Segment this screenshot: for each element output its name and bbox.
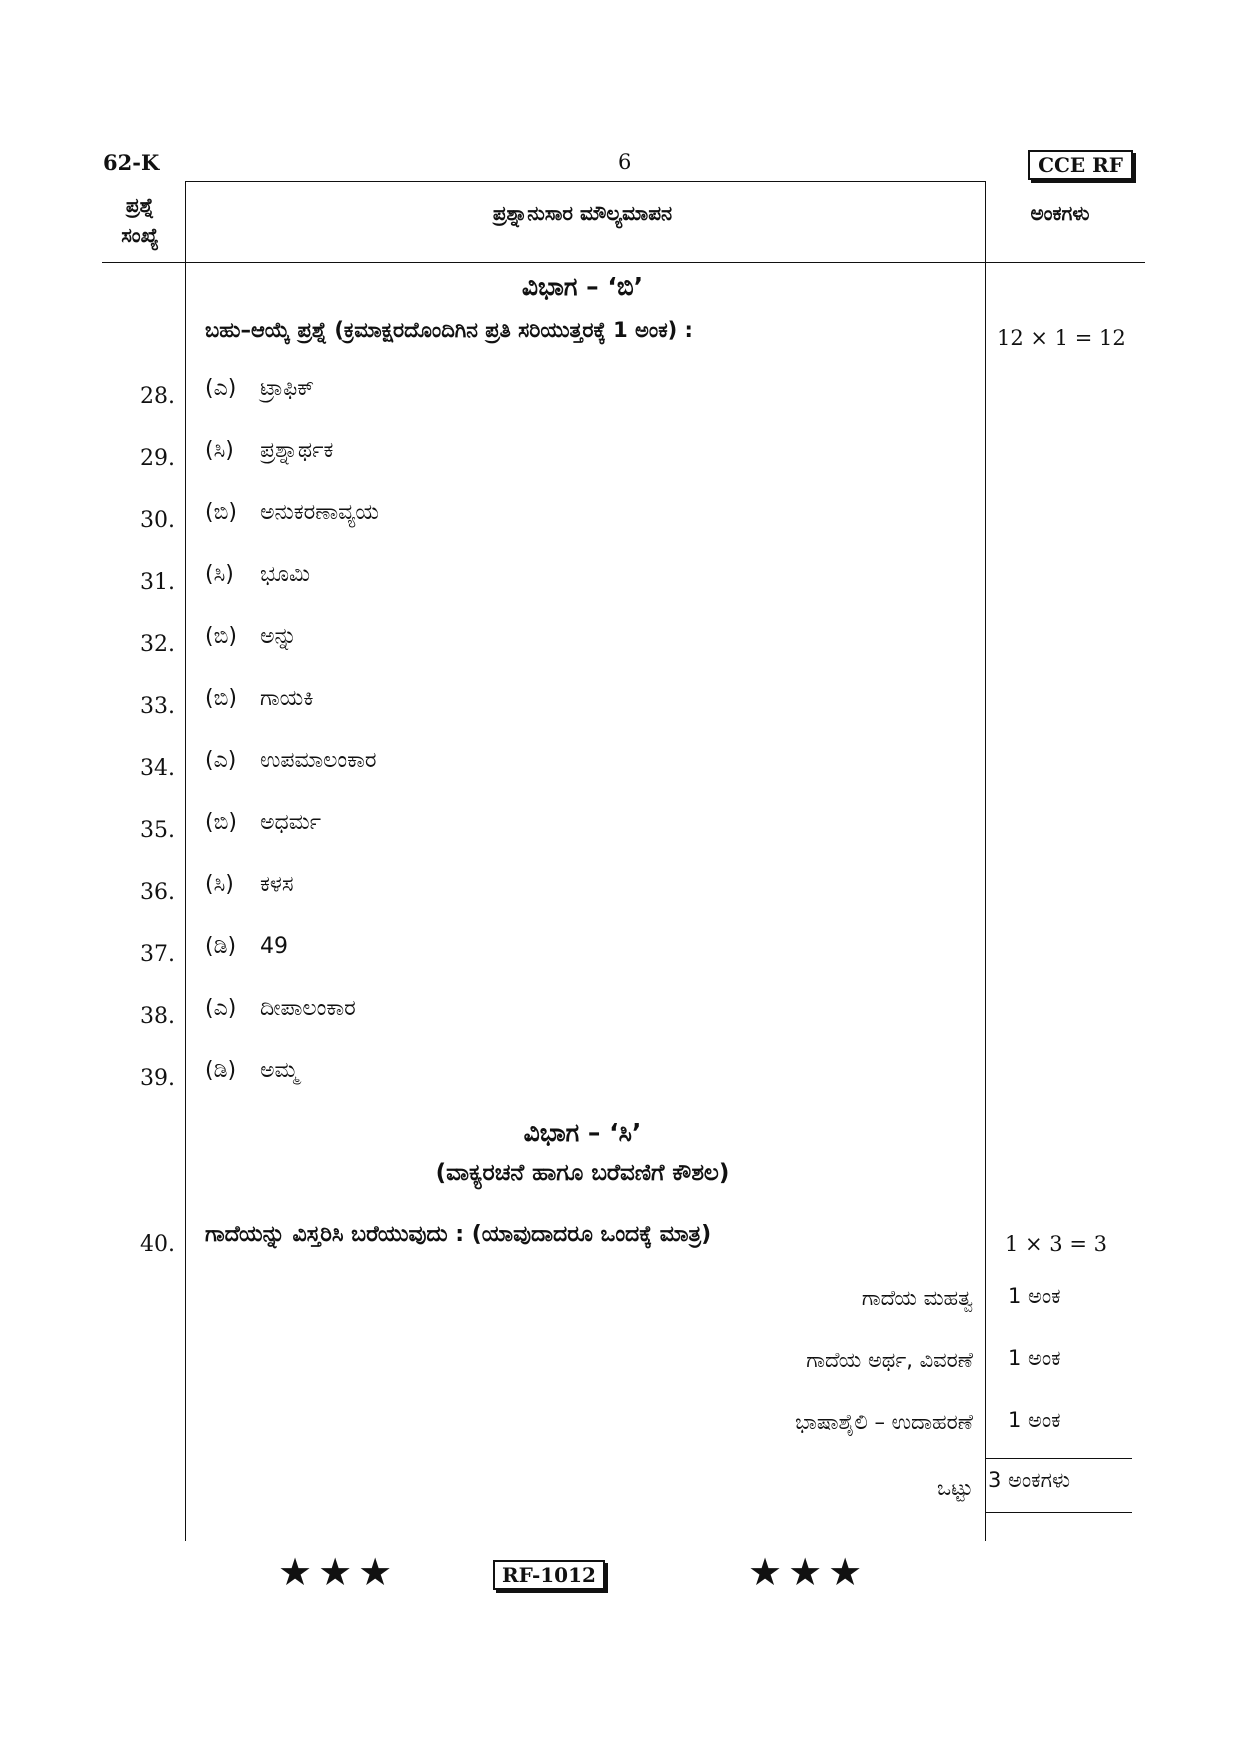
total-rule-top (985, 1458, 1132, 1459)
answer-item (205, 872, 294, 897)
evaluation-header: ಪ್ರಶ್ನಾನುಸಾರ ಮೌಲ್ಯಮಾಪನ (492, 201, 673, 225)
question-number: 29. (140, 446, 175, 471)
answer-text: ಕಳಸ (260, 872, 294, 897)
question-number: 34. (140, 756, 175, 781)
answer-option: (ಎ) (205, 996, 237, 1021)
answer-item (205, 686, 314, 711)
page-number: 6 (618, 150, 632, 174)
answer-text: ಅಮ್ಮ (260, 1058, 299, 1083)
column-divider-left (185, 181, 186, 1541)
answer-text: ಪ್ರಶ್ನಾರ್ಥಕ (260, 438, 334, 463)
section-b-title: ವಿಭಾಗ – ‘ಬಿ’ (521, 272, 644, 301)
answer-option: (ಸಿ) (205, 438, 234, 463)
answer-option: (ಬಿ) (205, 624, 237, 649)
answer-option: (ಬಿ) (205, 500, 237, 525)
answer-option: (ಎ) (205, 376, 237, 401)
section-c-title: ವಿಭಾಗ – ‘ಸಿ’ (523, 1118, 642, 1147)
question-number: 40. (140, 1232, 175, 1257)
answer-option: (ಸಿ) (205, 562, 234, 587)
question-number: 38. (140, 1004, 175, 1029)
footer-stars-left: ★★★ (278, 1550, 399, 1594)
answer-text: ಅಧರ್ಮ (260, 810, 322, 835)
answer-item (205, 500, 379, 525)
total-value: 3 ಅಂಕಗಳು (988, 1468, 1071, 1492)
footer-stars-right: ★★★ (748, 1550, 869, 1594)
section-b-marks: 12 × 1 = 12 (997, 326, 1126, 350)
criterion-mark: 1 ಅಂಕ (1008, 1408, 1061, 1432)
criterion-label: ಗಾದೆಯ ಮಹತ್ವ (861, 1286, 973, 1310)
answer-text: ಟ್ರಾಫಿಕ್ (260, 376, 315, 401)
question-number: 33. (140, 694, 175, 719)
answer-item (205, 376, 314, 401)
column-divider-right (985, 181, 986, 1541)
answer-text: ಗಾಯಕಿ (260, 686, 314, 711)
qno-header (100, 190, 180, 250)
answer-text: ಅನುಕರಣಾವ್ಯಯ (260, 500, 379, 525)
criterion-label: ಗಾದೆಯ ಅರ್ಥ, ವಿವರಣೆ (806, 1348, 973, 1372)
answer-text: ದೀಪಾಲಂಕಾರ (260, 996, 356, 1021)
question-number: 37. (140, 942, 175, 967)
header-rule-mid (185, 181, 985, 182)
paper-code: 62-K (103, 150, 160, 175)
answer-option: (ಬಿ) (205, 686, 237, 711)
q40-instruction: ಗಾದೆಯನ್ನು ವಿಸ್ತರಿಸಿ ಬರೆಯುವುದು : (ಯಾವುದಾದರೂ ಒಂದಕ್ಕೆ ಮಾತ್ರ) (205, 1222, 712, 1247)
answer-item (205, 934, 288, 959)
criterion-mark: 1 ಅಂಕ (1008, 1284, 1061, 1308)
answer-option: (ಡಿ) (205, 934, 237, 959)
header-bottom-rule (102, 262, 1145, 263)
answer-option: (ಡಿ) (205, 1058, 237, 1083)
question-number: 39. (140, 1066, 175, 1091)
question-number: 35. (140, 818, 175, 843)
section-c-subtitle: (ವಾಕ್ಯರಚನೆ ಹಾಗೂ ಬರೆವಣಿಗೆ ಕೌಶಲ) (435, 1160, 730, 1186)
answer-text: 49 (260, 934, 288, 959)
answer-item (205, 562, 310, 587)
answer-option: (ಎ) (205, 748, 237, 773)
criterion-mark: 1 ಅಂಕ (1008, 1346, 1061, 1370)
question-number: 30. (140, 508, 175, 533)
answer-item (205, 748, 376, 773)
section-b-instruction: ಬಹು–ಆಯ್ಕೆ ಪ್ರಶ್ನೆ (ಕ್ರಮಾಕ್ಷರದೊಂದಿಗಿನ ಪ್ರತಿ ಸರಿಯುತ್ತರಕ್ಕೆ 1 ಅಂಕ) : (205, 318, 693, 342)
total-label: ಒಟ್ಟು (936, 1476, 973, 1500)
answer-item (205, 810, 321, 835)
answer-item (205, 624, 297, 649)
cce-badge: CCE RF (1028, 150, 1133, 180)
question-number: 31. (140, 570, 175, 595)
marks-header: ಅಂಕಗಳು (1030, 201, 1090, 225)
qno-header-line2: ಸಂಖ್ಯೆ (121, 223, 159, 247)
answer-option: (ಸಿ) (205, 872, 234, 897)
answer-item (205, 996, 356, 1021)
qno-header-line1: ಪ್ರಶ್ನೆ (125, 193, 155, 217)
question-number: 32. (140, 632, 175, 657)
answer-item (205, 438, 333, 463)
answer-item (205, 1058, 298, 1083)
answer-text: ಭೂಮಿ (260, 562, 311, 587)
footer-code: RF-1012 (493, 1560, 605, 1590)
answer-text: ಅನ್ನು (260, 624, 297, 649)
answer-option: (ಬಿ) (205, 810, 237, 835)
question-number: 36. (140, 880, 175, 905)
answer-text: ಉಪಮಾಲಂಕಾರ (260, 748, 377, 773)
q40-marks: 1 × 3 = 3 (1005, 1232, 1107, 1256)
total-rule-bottom (985, 1512, 1132, 1513)
question-number: 28. (140, 384, 175, 409)
criterion-label: ಭಾಷಾಶೈಲಿ – ಉದಾಹರಣೆ (795, 1410, 973, 1434)
